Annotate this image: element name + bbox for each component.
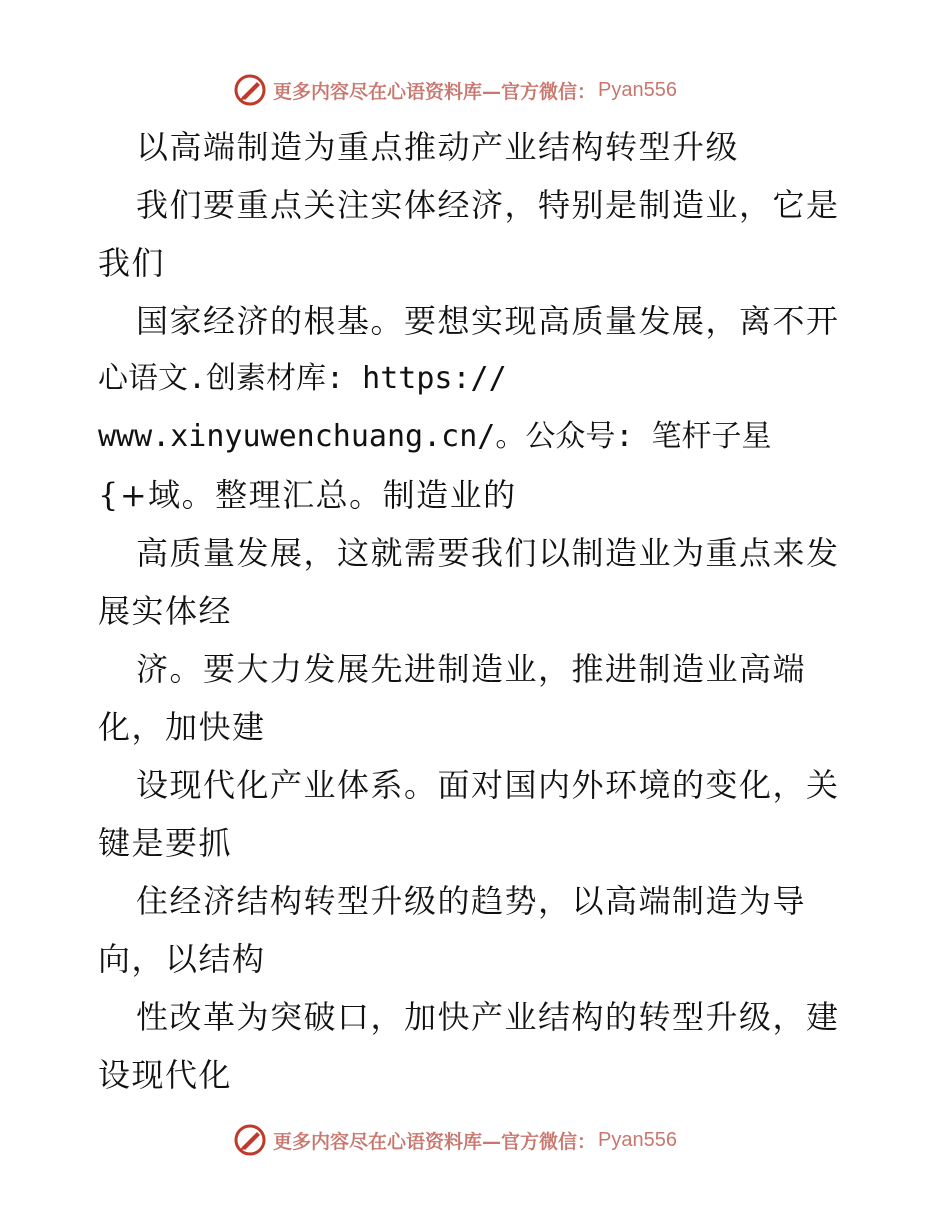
watermark-wechat-id: Pyan556 [598, 1128, 677, 1151]
paragraph-line: 济。要大力发展先进制造业，推进制造业高端 [136, 650, 807, 688]
paragraph-line: 展实体经 [98, 592, 233, 630]
watermark-text: 更多内容尽在心语资料库—官方微信： [273, 1130, 597, 1153]
paragraph-line: 心语文.创素材库: https:// [98, 361, 507, 396]
paragraph-line: 住经济结构转型升级的趋势，以高端制造为导 [136, 882, 807, 920]
paragraph-line: {+域。整理汇总。制造业的 [98, 476, 517, 514]
document-body [98, 122, 858, 1108]
paragraph-line: 设现代化 [98, 1056, 233, 1094]
paragraph-line: 我们要重点关注实体经济，特别是制造业，它是 [136, 186, 840, 224]
paragraph-line: www.xinyuwenchuang.cn/。公众号: 笔杆子星 [98, 419, 772, 454]
watermark-wechat-id: Pyan556 [598, 78, 677, 101]
watermark-text: 更多内容尽在心语资料库—官方微信： [273, 80, 597, 103]
paragraph-line: 向，以结构 [98, 940, 266, 978]
paragraph-line: 高质量发展，这就需要我们以制造业为重点来发 [136, 534, 840, 572]
paragraph-line: 我们 [98, 244, 166, 282]
document-title: 以高端制造为重点推动产业结构转型升级 [136, 128, 740, 166]
footer-watermark [233, 1122, 677, 1158]
paragraph-line: 设现代化产业体系。面对国内外环境的变化，关 [136, 766, 840, 804]
paragraph-line: 键是要抓 [98, 824, 233, 862]
pen-logo-icon [233, 73, 267, 107]
pen-logo-icon [233, 1123, 267, 1157]
header-watermark [233, 72, 677, 108]
paragraph-line: 化，加快建 [98, 708, 266, 746]
paragraph-line: 国家经济的根基。要想实现高质量发展，离不开 [136, 302, 840, 340]
paragraph-line: 性改革为突破口，加快产业结构的转型升级，建 [136, 998, 840, 1036]
